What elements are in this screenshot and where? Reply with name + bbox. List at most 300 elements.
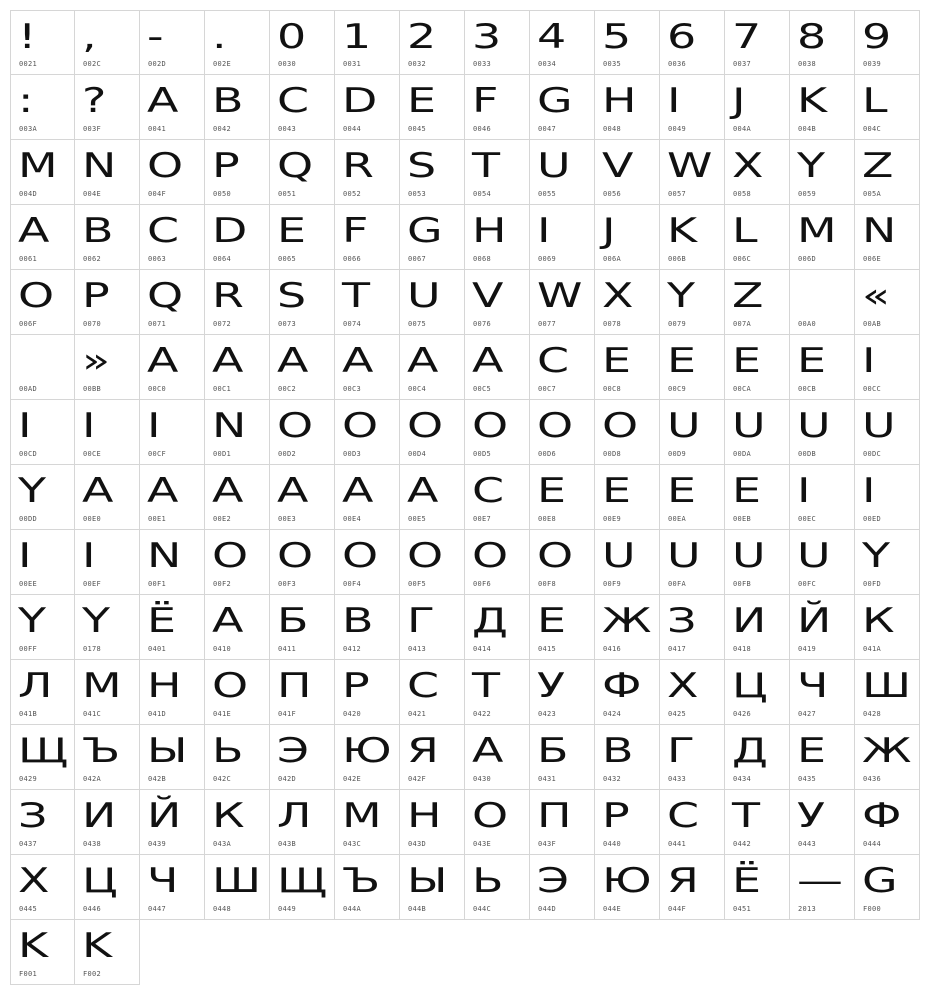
glyph-cell (400, 790, 465, 855)
glyph-character: - (147, 17, 164, 57)
glyph-cell (75, 855, 140, 920)
glyph-character: V (602, 146, 634, 186)
glyph-cell (725, 270, 790, 335)
glyph-codepoint-label: 0434 (733, 775, 752, 783)
glyph-character: Ъ (342, 861, 381, 901)
glyph-cell (595, 270, 660, 335)
glyph-cell (140, 530, 205, 595)
glyph-codepoint-label: 00F4 (343, 580, 362, 588)
glyph-codepoint-label: 00D1 (213, 450, 232, 458)
glyph-codepoint-label: 044E (603, 905, 622, 913)
glyph-cell (530, 400, 595, 465)
glyph-cell (205, 855, 270, 920)
glyph-codepoint-label: 0044 (343, 125, 362, 133)
glyph-cell (205, 530, 270, 595)
glyph-cell (725, 530, 790, 595)
glyph-cell (530, 530, 595, 595)
glyph-character: У (537, 666, 565, 706)
glyph-cell (10, 790, 75, 855)
glyph-cell (335, 790, 400, 855)
glyph-cell (790, 725, 855, 790)
glyph-cell (595, 465, 660, 530)
glyph-codepoint-label: 00E9 (603, 515, 622, 523)
glyph-character: A (277, 341, 309, 381)
glyph-cell (75, 75, 140, 140)
glyph-cell (595, 530, 660, 595)
glyph-character: E (797, 341, 827, 381)
glyph-codepoint-label: 0071 (148, 320, 167, 328)
glyph-character: C (472, 471, 505, 511)
glyph-codepoint-label: 004A (733, 125, 752, 133)
glyph-cell (465, 400, 530, 465)
glyph-cell (270, 725, 335, 790)
glyph-cell (595, 75, 660, 140)
glyph-cell (270, 270, 335, 335)
glyph-character: Р (342, 666, 370, 706)
glyph-codepoint-label: 00EE (19, 580, 38, 588)
glyph-character: W (537, 276, 583, 316)
glyph-codepoint-label: 00C3 (343, 385, 362, 393)
glyph-codepoint-label: 0042 (213, 125, 232, 133)
glyph-character: Д (732, 731, 768, 771)
glyph-character: Н (407, 796, 442, 836)
glyph-character: P (212, 146, 240, 186)
glyph-character: Г (407, 601, 436, 641)
glyph-character: З (667, 601, 697, 641)
glyph-character: E (732, 471, 762, 511)
glyph-cell (270, 205, 335, 270)
glyph-cell (270, 595, 335, 660)
glyph-cell (10, 75, 75, 140)
glyph-cell (10, 465, 75, 530)
glyph-codepoint-label: 042C (213, 775, 232, 783)
glyph-cell (465, 530, 530, 595)
glyph-cell (10, 595, 75, 660)
glyph-codepoint-label: F000 (863, 905, 882, 913)
glyph-codepoint-label: 0053 (408, 190, 427, 198)
glyph-character: 3 (472, 17, 502, 57)
glyph-character: ? (82, 81, 107, 121)
glyph-character: И (732, 601, 767, 641)
glyph-character: Ф (602, 666, 642, 706)
glyph-codepoint-label: 00DA (733, 450, 752, 458)
glyph-codepoint-label: 0425 (668, 710, 687, 718)
glyph-cell (205, 75, 270, 140)
glyph-cell (335, 75, 400, 140)
glyph-cell (400, 140, 465, 205)
glyph-cell (10, 400, 75, 465)
glyph-codepoint-label: 0426 (733, 710, 752, 718)
glyph-codepoint-label: 043E (473, 840, 492, 848)
glyph-codepoint-label: 0031 (343, 60, 362, 68)
glyph-cell (400, 400, 465, 465)
glyph-codepoint-label: 003F (83, 125, 102, 133)
glyph-character: E (537, 471, 567, 511)
glyph-codepoint-label: 0059 (798, 190, 817, 198)
glyph-character: P (82, 276, 110, 316)
glyph-codepoint-label: 0045 (408, 125, 427, 133)
glyph-cell (725, 140, 790, 205)
glyph-character: J (602, 211, 616, 251)
glyph-cell (465, 75, 530, 140)
glyph-cell (855, 75, 920, 140)
glyph-character: I (667, 81, 681, 121)
glyph-cell (660, 855, 725, 920)
glyph-codepoint-label: 0416 (603, 645, 622, 653)
glyph-character: Ю (602, 861, 652, 901)
glyph-cell (205, 10, 270, 75)
glyph-codepoint-label: 041C (83, 710, 102, 718)
glyph-character: O (472, 536, 509, 576)
glyph-codepoint-label: 00DC (863, 450, 882, 458)
glyph-codepoint-label: 0428 (863, 710, 882, 718)
glyph-cell (75, 465, 140, 530)
glyph-codepoint-label: 00D2 (278, 450, 297, 458)
glyph-codepoint-label: 006E (863, 255, 882, 263)
glyph-character: Т (472, 666, 501, 706)
glyph-codepoint-label: 00EB (733, 515, 752, 523)
glyph-cell (660, 465, 725, 530)
glyph-codepoint-label: 00F5 (408, 580, 427, 588)
glyph-codepoint-label: 00D3 (343, 450, 362, 458)
glyph-cell (465, 790, 530, 855)
glyph-cell (335, 205, 400, 270)
glyph-cell (725, 75, 790, 140)
glyph-cell (400, 725, 465, 790)
glyph-character: Г (667, 731, 696, 771)
glyph-cell (140, 75, 205, 140)
glyph-cell (75, 530, 140, 595)
glyph-cell (465, 725, 530, 790)
glyph-cell (660, 205, 725, 270)
glyph-character: Ы (147, 731, 188, 771)
glyph-codepoint-label: 00C4 (408, 385, 427, 393)
glyph-codepoint-label: 0422 (473, 710, 492, 718)
glyph-codepoint-label: 006F (19, 320, 38, 328)
glyph-character: Й (797, 601, 832, 641)
glyph-character: Ю (342, 731, 392, 771)
glyph-codepoint-label: 0048 (603, 125, 622, 133)
glyph-codepoint-label: 0066 (343, 255, 362, 263)
glyph-character: Э (277, 731, 310, 771)
glyph-character: A (407, 471, 439, 511)
glyph-character: B (82, 211, 114, 251)
glyph-codepoint-label: 0046 (473, 125, 492, 133)
glyph-character: « (862, 276, 891, 316)
glyph-cell (530, 855, 595, 920)
glyph-character: A (212, 341, 244, 381)
glyph-cell (140, 335, 205, 400)
glyph-codepoint-label: 044C (473, 905, 492, 913)
glyph-cell (725, 855, 790, 920)
glyph-cell (465, 270, 530, 335)
glyph-character: U (667, 536, 701, 576)
glyph-cell (75, 335, 140, 400)
glyph-codepoint-label: 0043 (278, 125, 297, 133)
glyph-codepoint-label: 0068 (473, 255, 492, 263)
glyph-cell (790, 660, 855, 725)
glyph-codepoint-label: 00C1 (213, 385, 232, 393)
glyph-character: Ё (732, 861, 762, 901)
glyph-codepoint-label: 00D8 (603, 450, 622, 458)
glyph-cell (270, 75, 335, 140)
glyph-codepoint-label: 0421 (408, 710, 427, 718)
glyph-cell (595, 725, 660, 790)
glyph-character: O (18, 276, 55, 316)
glyph-cell (270, 140, 335, 205)
glyph-character: 0 (277, 17, 307, 57)
glyph-cell (10, 140, 75, 205)
glyph-codepoint-label: 00ED (863, 515, 882, 523)
glyph-codepoint-label: 0443 (798, 840, 817, 848)
glyph-cell (75, 790, 140, 855)
glyph-codepoint-label: 0021 (19, 60, 38, 68)
glyph-cell (10, 270, 75, 335)
glyph-codepoint-label: 0061 (19, 255, 38, 263)
glyph-codepoint-label: 00F8 (538, 580, 557, 588)
glyph-codepoint-label: F001 (19, 970, 38, 978)
glyph-character: . (212, 17, 227, 57)
glyph-cell (855, 205, 920, 270)
glyph-character: O (472, 406, 509, 446)
glyph-cell (465, 140, 530, 205)
glyph-cell (790, 75, 855, 140)
glyph-codepoint-label: 042D (278, 775, 297, 783)
glyph-cell (725, 725, 790, 790)
glyph-codepoint-label: 00C2 (278, 385, 297, 393)
glyph-cell (465, 660, 530, 725)
glyph-codepoint-label: 006B (668, 255, 687, 263)
glyph-cell (790, 140, 855, 205)
glyph-codepoint-label: 0413 (408, 645, 427, 653)
glyph-cell (725, 400, 790, 465)
glyph-cell (660, 75, 725, 140)
glyph-character: Б (277, 601, 309, 641)
glyph-character: , (82, 17, 97, 57)
glyph-character: E (602, 471, 632, 511)
glyph-character: Н (147, 666, 182, 706)
glyph-cell (10, 855, 75, 920)
glyph-character: Й (147, 796, 182, 836)
glyph-cell (270, 465, 335, 530)
glyph-character: I (862, 341, 876, 381)
glyph-codepoint-label: 0064 (213, 255, 232, 263)
glyph-cell (530, 660, 595, 725)
glyph-cell (660, 725, 725, 790)
glyph-character: А (472, 731, 504, 771)
glyph-codepoint-label: 0077 (538, 320, 557, 328)
glyph-cell (595, 660, 660, 725)
glyph-character: M (18, 146, 58, 186)
glyph-codepoint-label: 00F6 (473, 580, 492, 588)
glyph-character: A (472, 341, 504, 381)
glyph-codepoint-label: 0065 (278, 255, 297, 263)
glyph-codepoint-label: 00A0 (798, 320, 817, 328)
glyph-codepoint-label: 0446 (83, 905, 102, 913)
glyph-cell (660, 335, 725, 400)
glyph-character: Q (277, 146, 314, 186)
glyph-codepoint-label: 00CC (863, 385, 882, 393)
glyph-cell (790, 790, 855, 855)
glyph-codepoint-label: 005A (863, 190, 882, 198)
glyph-character: I (18, 536, 32, 576)
glyph-codepoint-label: 044D (538, 905, 557, 913)
glyph-cell (660, 595, 725, 660)
glyph-codepoint-label: 00EA (668, 515, 687, 523)
glyph-cell (725, 335, 790, 400)
glyph-character: Y (18, 601, 47, 641)
glyph-character: Л (18, 666, 53, 706)
glyph-cell (205, 790, 270, 855)
glyph-character: U (732, 536, 766, 576)
glyph-cell (595, 595, 660, 660)
glyph-cell (530, 270, 595, 335)
glyph-character: O (342, 406, 379, 446)
glyph-cell (205, 140, 270, 205)
glyph-character: U (407, 276, 441, 316)
glyph-character: A (147, 341, 179, 381)
glyph-codepoint-label: 0435 (798, 775, 817, 783)
glyph-character: E (667, 471, 697, 511)
glyph-character: Z (862, 146, 894, 186)
glyph-cell (855, 140, 920, 205)
glyph-character: K (18, 926, 49, 966)
glyph-character: I (18, 406, 32, 446)
glyph-cell (140, 10, 205, 75)
glyph-cell (790, 855, 855, 920)
glyph-character: 9 (862, 17, 892, 57)
glyph-cell (75, 920, 140, 985)
glyph-character: Я (667, 861, 699, 901)
glyph-character: H (602, 81, 637, 121)
glyph-character: K (82, 926, 113, 966)
glyph-character: Х (667, 666, 699, 706)
glyph-cell (400, 660, 465, 725)
glyph-cell (140, 595, 205, 660)
glyph-codepoint-label: 0417 (668, 645, 687, 653)
glyph-cell (140, 465, 205, 530)
glyph-codepoint-label: 0433 (668, 775, 687, 783)
glyph-cell (530, 205, 595, 270)
glyph-cell (725, 465, 790, 530)
glyph-codepoint-label: 0049 (668, 125, 687, 133)
glyph-character: O (147, 146, 184, 186)
glyph-cell (205, 465, 270, 530)
glyph-cell (855, 400, 920, 465)
glyph-character: Ч (147, 861, 179, 901)
glyph-character: Щ (277, 861, 328, 901)
glyph-character: E (732, 341, 762, 381)
glyph-cell (595, 855, 660, 920)
glyph-character: O (602, 406, 639, 446)
glyph-cell (530, 790, 595, 855)
glyph-character: Р (602, 796, 630, 836)
glyph-character: C (537, 341, 570, 381)
glyph-character: N (212, 406, 247, 446)
glyph-character: M (797, 211, 837, 251)
glyph-character: A (277, 471, 309, 511)
glyph-cell (855, 530, 920, 595)
glyph-codepoint-label: 0032 (408, 60, 427, 68)
glyph-character: Х (18, 861, 50, 901)
glyph-character: Е (797, 731, 827, 771)
glyph-character: E (602, 341, 632, 381)
glyph-character: A (407, 341, 439, 381)
glyph-cell (790, 465, 855, 530)
glyph-cell (855, 790, 920, 855)
glyph-character: М (82, 666, 122, 706)
glyph-codepoint-label: 0051 (278, 190, 297, 198)
glyph-codepoint-label: 041B (19, 710, 38, 718)
glyph-cell (530, 335, 595, 400)
glyph-cell (140, 140, 205, 205)
glyph-codepoint-label: 00F1 (148, 580, 167, 588)
glyph-cell (10, 205, 75, 270)
glyph-codepoint-label: 00E5 (408, 515, 427, 523)
glyph-codepoint-label: 00C5 (473, 385, 492, 393)
glyph-codepoint-label: 00C9 (668, 385, 687, 393)
glyph-character: R (212, 276, 244, 316)
glyph-character: A (18, 211, 50, 251)
glyph-character: T (342, 276, 371, 316)
glyph-character: Б (537, 731, 569, 771)
glyph-codepoint-label: 0070 (83, 320, 102, 328)
glyph-cell (335, 660, 400, 725)
glyph-codepoint-label: 0447 (148, 905, 167, 913)
glyph-cell (790, 400, 855, 465)
glyph-codepoint-label: 00AB (863, 320, 882, 328)
glyph-cell (660, 790, 725, 855)
glyph-codepoint-label: 00AD (19, 385, 38, 393)
glyph-cell (530, 10, 595, 75)
glyph-codepoint-label: 042E (343, 775, 362, 783)
glyph-codepoint-label: 00E1 (148, 515, 167, 523)
glyph-codepoint-label: 00E0 (83, 515, 102, 523)
glyph-character: А (212, 601, 244, 641)
glyph-codepoint-label: 042F (408, 775, 427, 783)
glyph-codepoint-label: 043A (213, 840, 232, 848)
glyph-codepoint-label: 0418 (733, 645, 752, 653)
glyph-codepoint-label: 0178 (83, 645, 102, 653)
glyph-character: В (342, 601, 374, 641)
glyph-cell (465, 335, 530, 400)
glyph-cell (400, 270, 465, 335)
glyph-character: N (862, 211, 897, 251)
glyph-cell (725, 205, 790, 270)
glyph-codepoint-label: 0444 (863, 840, 882, 848)
glyph-cell (335, 855, 400, 920)
glyph-codepoint-label: 0058 (733, 190, 752, 198)
glyph-codepoint-label: 0440 (603, 840, 622, 848)
glyph-character: Д (472, 601, 508, 641)
glyph-cell (790, 530, 855, 595)
glyph-character: Y (82, 601, 111, 641)
glyph-cell (595, 335, 660, 400)
glyph-character: Я (407, 731, 439, 771)
glyph-cell (660, 660, 725, 725)
glyph-character: L (732, 211, 758, 251)
glyph-cell (75, 205, 140, 270)
glyph-codepoint-label: 00EF (83, 580, 102, 588)
glyph-cell (790, 10, 855, 75)
glyph-codepoint-label: 00E2 (213, 515, 232, 523)
glyph-cell (75, 595, 140, 660)
glyph-character: O (212, 536, 249, 576)
glyph-codepoint-label: 0442 (733, 840, 752, 848)
glyph-character: К (212, 796, 245, 836)
glyph-character: T (472, 146, 501, 186)
glyph-character: S (407, 146, 437, 186)
